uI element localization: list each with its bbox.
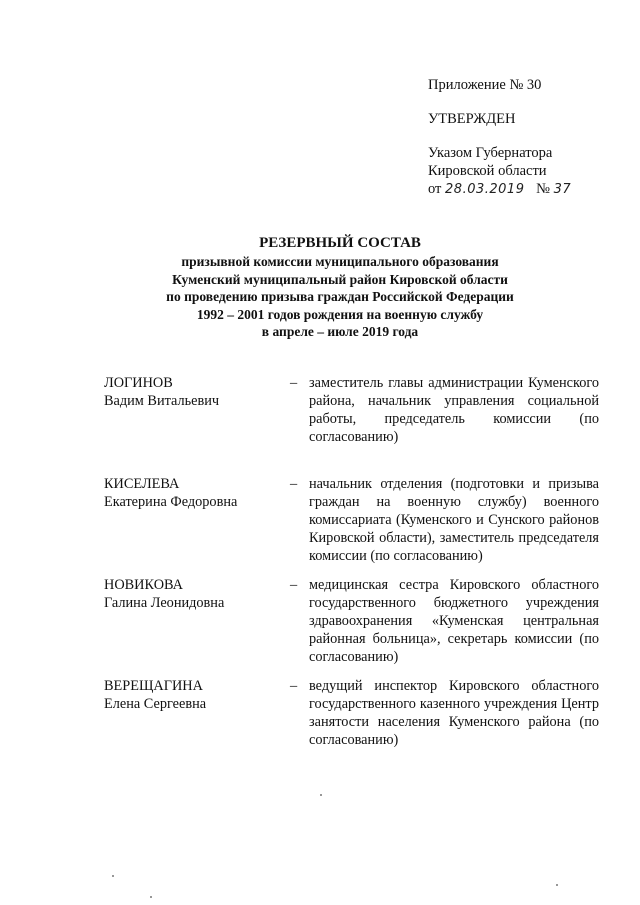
approved-label: УТВЕРЖДЕН xyxy=(428,111,516,127)
title-line-3: по проведению призыва граждан Российской Федерации xyxy=(166,289,514,304)
scan-speck xyxy=(320,794,322,796)
member-dash: – xyxy=(290,577,298,593)
title-line-2: Куменский муниципальный район Кировской области xyxy=(172,271,508,287)
member-given-name: Елена Сергеевна xyxy=(104,696,207,712)
decree-date-line xyxy=(428,180,628,199)
member-surname: ВЕРЕЩАГИНА xyxy=(104,678,203,694)
member-entry xyxy=(104,576,600,672)
member-dash: – xyxy=(290,678,298,694)
decree-line-1: Указом Губернатора xyxy=(428,145,553,161)
scan-speck xyxy=(112,875,114,877)
member-surname: НОВИКОВА xyxy=(104,577,183,593)
number-prefix: № xyxy=(536,181,550,197)
member-dash: – xyxy=(290,375,298,391)
date-prefix: от xyxy=(428,181,442,197)
member-name xyxy=(104,677,274,713)
appendix-label: Приложение № 30 xyxy=(428,77,542,93)
title-main: РЕЗЕРВНЫЙ СОСТАВ xyxy=(259,235,421,251)
handwritten-date: 28.03.2019 xyxy=(445,182,525,197)
member-name xyxy=(104,576,274,612)
document-title xyxy=(100,234,580,341)
member-entry xyxy=(104,677,600,773)
title-line-5: в апреле – июле 2019 года xyxy=(261,324,419,339)
approval-block xyxy=(428,76,628,199)
member-entry xyxy=(104,475,600,571)
member-role: начальник отделения (подготовки и призыва граждан на военную службу) военного комиссариата (Куменского и Сунского районов Кировской области), заместитель председателя комиссии (по согласованию) xyxy=(309,476,599,564)
member-given-name: Галина Леонидовна xyxy=(104,595,225,611)
member-given-name: Вадим Витальевич xyxy=(104,393,220,409)
scan-speck xyxy=(556,884,558,886)
member-entry xyxy=(104,374,600,470)
member-name xyxy=(104,475,274,511)
member-surname: ЛОГИНОВ xyxy=(104,375,173,391)
decree-line-2: Кировской области xyxy=(428,163,547,179)
member-dash: – xyxy=(290,476,298,492)
member-role: заместитель главы администрации Куменского района, начальник управления социальной работы, председатель комиссии (по согласованию) xyxy=(309,375,599,445)
member-role: ведущий инспектор Кировского областного государственного казенного учреждения Центр занятости населения Куменского района (по согласованию) xyxy=(309,678,599,748)
scan-speck xyxy=(150,896,152,898)
handwritten-number: 37 xyxy=(553,182,572,197)
member-role: медицинская сестра Кировского областного государственного бюджетного учреждения здравоохранения «Куменская центральная районная больница», секретарь комиссии (по согласованию) xyxy=(309,577,599,665)
members-list xyxy=(104,374,600,778)
member-given-name: Екатерина Федоровна xyxy=(104,494,238,510)
title-line-4: 1992 – 2001 годов рождения на военную службу xyxy=(196,306,484,322)
member-name xyxy=(104,374,274,410)
member-surname: КИСЕЛЕВА xyxy=(104,476,180,492)
title-line-1: призывной комиссии муниципального образования xyxy=(181,254,499,269)
